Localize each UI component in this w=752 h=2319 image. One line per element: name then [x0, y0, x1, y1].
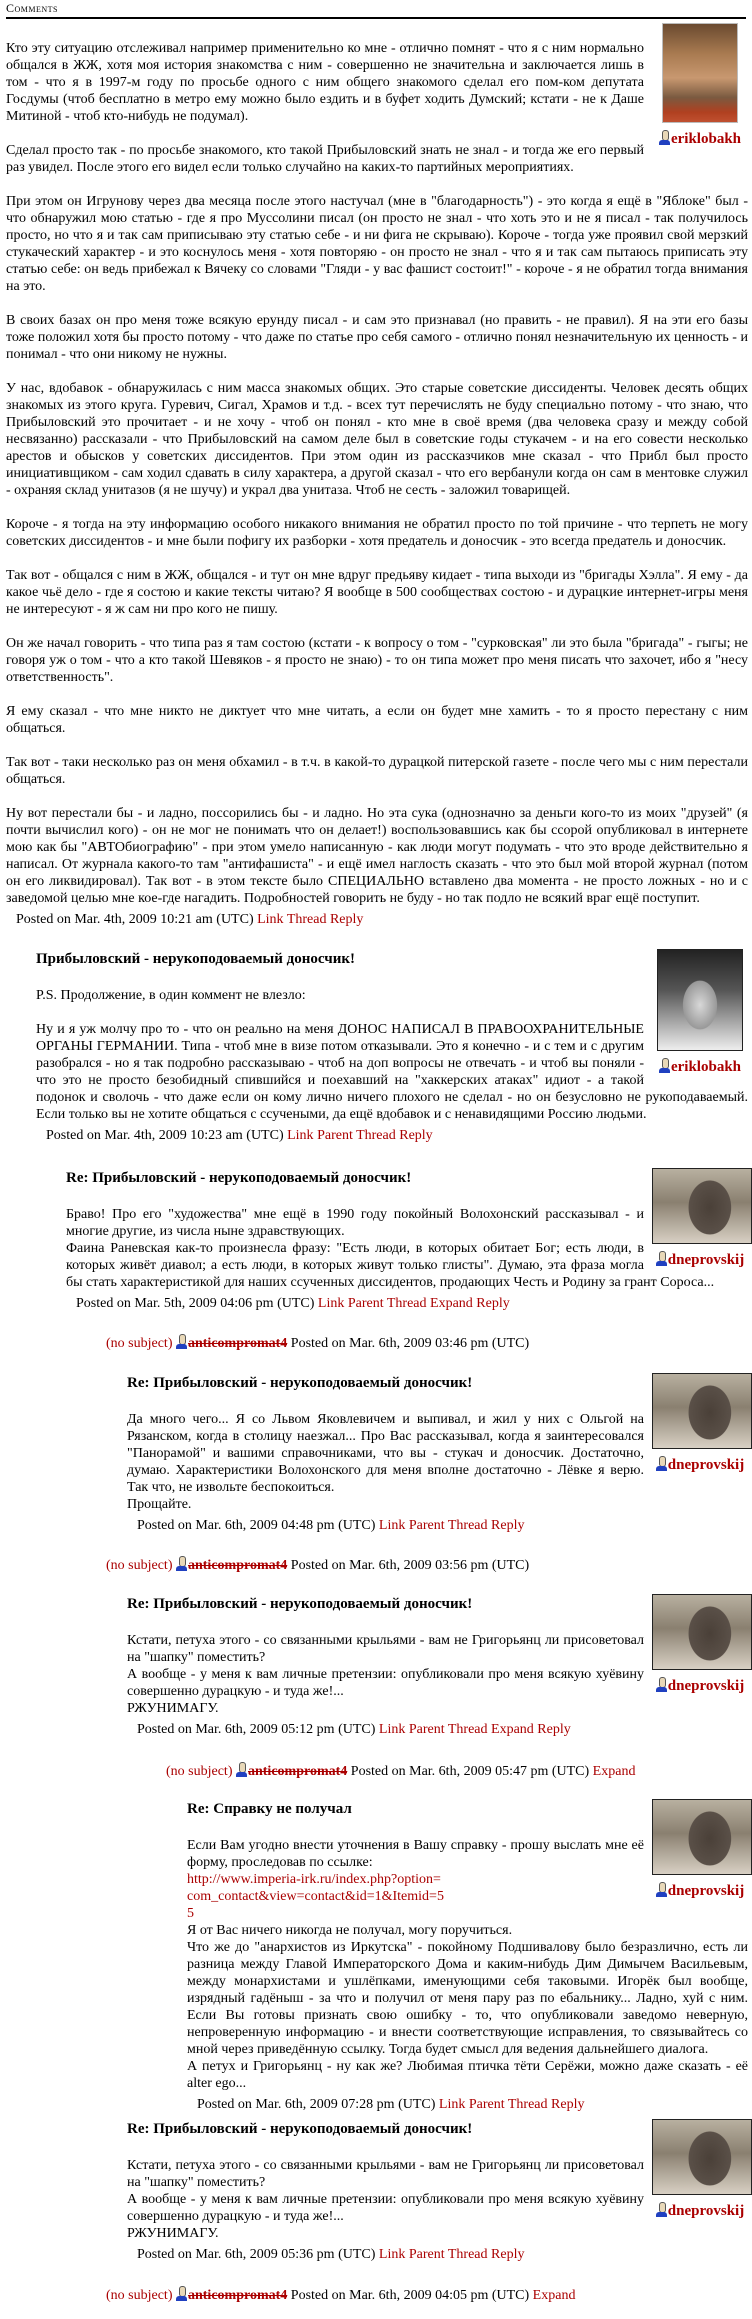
user-icon[interactable]: [659, 1058, 670, 1074]
userpic-block: [652, 1168, 748, 1269]
expand-link[interactable]: Expand: [491, 1722, 534, 1737]
reply-link[interactable]: Reply: [491, 1518, 525, 1533]
thread-link[interactable]: Thread: [447, 1722, 488, 1737]
expand-link[interactable]: Expand: [532, 2288, 576, 2303]
contact-url-link[interactable]: http://www.imperia-irk.ru/index.php?option=com_contact&view=contact&id=1&Itemid=55: [187, 1872, 444, 1921]
comment: [187, 1799, 748, 2113]
comment-meta: Posted on Mar. 5th, 2009 04:06 pm (UTC) Link Parent Thread Expand Reply: [76, 1296, 510, 1311]
timestamp: Mar. 6th, 2009 05:12 pm (UTC): [195, 1722, 376, 1737]
timestamp: Mar. 6th, 2009 03:46 pm (UTC): [349, 1336, 530, 1351]
expand-link[interactable]: Expand: [592, 1764, 636, 1779]
timestamp: Mar. 6th, 2009 05:36 pm (UTC): [195, 2247, 376, 2262]
link-link[interactable]: Link: [317, 1296, 345, 1311]
collapsed-comment: (no subject) anticompromat4 Posted on Mar. 6th, 2009 03:56 pm (UTC): [106, 1558, 530, 1573]
userpic-image[interactable]: [652, 1168, 752, 1244]
user-icon[interactable]: [656, 1251, 667, 1267]
link-link[interactable]: Link: [378, 2247, 406, 2262]
comment-meta: Posted on Mar. 4th, 2009 10:23 am (UTC) Link Parent Thread Reply: [46, 1128, 433, 1143]
comment-meta: Posted on Mar. 6th, 2009 04:48 pm (UTC) Link Parent Thread Reply: [137, 1518, 525, 1533]
no-subject-link[interactable]: (no subject): [106, 2288, 173, 2303]
link-link[interactable]: Link: [378, 1722, 406, 1737]
username-link[interactable]: anticompromat4: [187, 1558, 288, 1573]
userpic-image[interactable]: [652, 1594, 752, 1670]
user-icon[interactable]: [176, 1556, 187, 1572]
reply-link[interactable]: Reply: [329, 912, 364, 927]
userpic-image[interactable]: [652, 2119, 752, 2195]
comment: [6, 23, 748, 928]
comment-meta: Posted on Mar. 4th, 2009 10:21 am (UTC) Link Thread Reply: [16, 912, 364, 927]
thread-link[interactable]: Thread: [356, 1128, 396, 1143]
thread-link[interactable]: Thread: [286, 912, 327, 927]
timestamp: Mar. 4th, 2009 10:23 am (UTC): [104, 1128, 284, 1143]
username-link[interactable]: anticompromat4: [247, 1764, 348, 1779]
no-subject-link[interactable]: (no subject): [106, 1336, 173, 1351]
comment-body: Кстати, петуха этого - со связанными крыльями - вам не Григорьянц ли присоветовал на "шапку" поместить? А вообще - у меня к вам личные претензии: опубликовали про меня всякую хуёвину совершенно дурацкую - и туда же!... РЖУНИМАГУ.: [127, 1633, 644, 1716]
user-icon[interactable]: [656, 2202, 667, 2218]
comment: [127, 1594, 748, 1738]
username-link[interactable]: anticompromat4: [187, 1336, 288, 1351]
user-icon[interactable]: [656, 1456, 667, 1472]
user-icon[interactable]: [659, 130, 670, 146]
collapsed-comment: (no subject) anticompromat4 Posted on Mar. 6th, 2009 05:47 pm (UTC) Expand: [166, 1764, 636, 1779]
userpic-image[interactable]: [652, 1799, 752, 1875]
userpic-block: [652, 23, 748, 148]
comment-title: Re: Прибыловский - нерукоподоваемый доносчик!: [127, 2121, 473, 2137]
parent-link[interactable]: Parent: [317, 1128, 353, 1143]
comment: [127, 2119, 748, 2263]
thread-link[interactable]: Thread: [386, 1296, 427, 1311]
parent-link[interactable]: Parent: [408, 1722, 445, 1737]
comment-title: Re: Прибыловский - нерукоподоваемый доносчик!: [127, 1596, 473, 1612]
user-icon[interactable]: [236, 1762, 247, 1778]
thread-link[interactable]: Thread: [507, 2097, 548, 2112]
link-link[interactable]: Link: [287, 1128, 314, 1143]
userpic-image[interactable]: [652, 1373, 752, 1449]
reply-link[interactable]: Reply: [551, 2097, 585, 2112]
collapsed-comment: (no subject) anticompromat4 Posted on Mar. 6th, 2009 04:05 pm (UTC) Expand: [106, 2288, 576, 2303]
thread-link[interactable]: Thread: [447, 2247, 488, 2262]
parent-link[interactable]: Parent: [347, 1296, 384, 1311]
timestamp: Mar. 4th, 2009 10:21 am (UTC): [74, 912, 254, 927]
link-link[interactable]: Link: [378, 1518, 406, 1533]
parent-link[interactable]: Parent: [468, 2097, 505, 2112]
comment-title: Re: Прибыловский - нерукоподоваемый доносчик!: [66, 1170, 412, 1186]
collapsed-comment: (no subject) anticompromat4 Posted on Mar. 6th, 2009 03:46 pm (UTC): [106, 1336, 530, 1351]
username-link[interactable]: anticompromat4: [187, 2288, 288, 2303]
username-link[interactable]: dneprovskij: [667, 1252, 745, 1268]
timestamp: Mar. 6th, 2009 04:48 pm (UTC): [195, 1518, 376, 1533]
user-icon[interactable]: [176, 2286, 187, 2302]
reply-link[interactable]: Reply: [537, 1722, 571, 1737]
link-link[interactable]: Link: [438, 2097, 466, 2112]
timestamp: Mar. 6th, 2009 03:56 pm (UTC): [349, 1558, 530, 1573]
user-icon[interactable]: [176, 1334, 187, 1350]
userpic-block: [652, 949, 748, 1076]
comment-meta: Posted on Mar. 6th, 2009 05:12 pm (UTC) Link Parent Thread Expand Reply: [137, 1722, 571, 1737]
username-link[interactable]: dneprovskij: [667, 1678, 745, 1694]
comments-header: Comments: [6, 2, 746, 19]
username-link[interactable]: dneprovskij: [667, 2203, 745, 2219]
link-link[interactable]: Link: [257, 912, 284, 927]
username-link[interactable]: dneprovskij: [667, 1883, 745, 1899]
parent-link[interactable]: Parent: [408, 1518, 445, 1533]
timestamp: Mar. 5th, 2009 04:06 pm (UTC): [134, 1296, 315, 1311]
comment-body: Кстати, петуха этого - со связанными крыльями - вам не Григорьянц ли присоветовал на "шапку" поместить? А вообще - у меня к вам личные претензии: опубликовали про меня всякую хуёвину совершенно дурацкую - и туда же!... РЖУНИМАГУ.: [127, 2158, 644, 2241]
expand-link[interactable]: Expand: [430, 1296, 473, 1311]
comment-body: Я от Вас ничего никогда не получал, могу поручиться. Что же до "анархистов из Иркутска" - покойному Подшивалову было безразлично, есть ли разница между Главой Императорского Дома и каким-нибудь Дим Димычем Васильевым, между монархистами и ушлёпками, именующими себя таковыми. Игорёк был вообще, изрядный гадёныш - за что и получил от меня пару раз по ебальнику... Ладно, хуй с ним. Если Вы готовы признать свою ошибку - то, что опубликовали заведомо неверную, непроверенную информацию - и внести соответствующие исправления, то связывайтесь со мной через приведённую ссылку. Тогда будет смысл для ведения дальнейшего диалога. А петух и Григорьянц - ну как же? Любимая птичка тёти Серёжи, можно даже сказать - её alter ego...: [187, 1923, 748, 2091]
userpic-block: [652, 1373, 748, 1474]
userpic-block: [652, 1594, 748, 1695]
comment-meta: Posted on Mar. 6th, 2009 05:36 pm (UTC) Link Parent Thread Reply: [137, 2247, 525, 2262]
comment-title: Прибыловский - нерукоподоваемый доносчик!: [36, 951, 355, 967]
userpic-image[interactable]: [662, 23, 738, 123]
username-link[interactable]: eriklobakh: [670, 131, 742, 147]
timestamp: Mar. 6th, 2009 04:05 pm (UTC): [349, 2288, 530, 2303]
comment: [36, 949, 748, 1144]
reply-link[interactable]: Reply: [476, 1296, 510, 1311]
username-link[interactable]: dneprovskij: [667, 1457, 745, 1473]
comment-body: Кто эту ситуацию отслеживал например применительно ко мне - отлично помнят - что я с ним нормально общался в ЖЖ, хотя моя история знакомства с ним - совершенно не значительна и заключается лишь в том - что я в 1997-м году по просьбе одного с ним общего знакомого сделал его пом-ком депутата Госдумы (чтоб бесплатно в метро ему можно было ездить и в буфет ходить Думский; кстати - не к Даше Митиной - чтоб кто-нибудь не подумал). Сделал просто так - по просьбе знакомого, кто такой Прибыловский знать не знал - и тогда же его первый раз увидел. После этого его видел если только случайно на каких-то партийных мероприятиях. При этом он Игрунову через два месяца после этого настучал (мне в "благодарность") - это когда я ещё в "Яблоке" был - что обнаружил мою статью - где я про Муссолини писал (он просто не знал - что хоть это и не я писал - так получилось просто, но что я и так сам приписываю эту статью себе - и ни фига не скрываю). Короче - тогда уже проявил свой мерзкий стукаческий характер - и это коснулось меня - хотя повторяю - он просто не знал - что я и так сам пытаюсь приписать эту статью себе: он ведь прибежал к Вячеку со словами "Гляди - у вас фашист состоит!" - короче - я не обратил тогда внимания на это. В своих базах он про меня тоже всякую ерунду писал - и сам это признавал (но править - не правил). Я на эти его базы тоже положил хотя бы просто потому - что даже по статье про себя самого - отлично понял незначительную их ценность - и понимал - что они никому не нужны. У нас, вдобавок - обнаружилась с ним масса знакомых общих. Это старые советские диссиденты. Человек десять общих знакомых из этого круга. Гуревич, Сигал, Храмов и т.д. - всех тут перечислять не буду специально потому - что знаю, что Прибыловский это прочитает - и не хочу - чтоб он понял - кто мне в своё время (два человека сразу и между собой несвязанно) рассказали - что Прибыловский на самом деле был в советские годы стукачем - и на его совести несколько арестов и обысков у советских диссидентов. При этом один из рассказчиков мне сказал - что Прибл был просто инициативщиком - сам ходил сдавать в силу характера, а другой сказал - что его вербанули когда он сам в ментовке служил - охраняя склад унитазов (я не шучу) и украл два унитаза. Чтоб не сесть - заложил товарищей. Короче - я тогда на эту информацию особого никакого внимания не обратил просто по той причине - что терпеть не могу советских диссидентов - и мне были пофигу их разборки - хотя предатель и доносчик - это всегда предатель и доносчик. Так вот - общался с ним в ЖЖ, общался - и тут он мне вдруг предьяву кидает - типа выходи из "бригады Хэлла". Я ему - да какое чьё дело - где я состою и какие тексты читаю? Я вообще в 500 сообществах состою - и дурацкие интернет-игры меня не интересуют - я ж сам ни про кого не пишу. Он же начал говорить - что типа раз я там состою (кстати - к вопросу о том - "сурковская" ли это была "бригада" - гыгы; не говоря уж о том - что а кто такой Шевяков - я просто не знаю) - то он типа может про меня писать что захочет, ибо я "несу ответственность". Я ему сказал - что мне никто не диктует что мне читать, а если он будет мне хамить - то я просто перестану с ним общаться. Так вот - таки несколько раз он меня обхамил - в т.ч. в какой-то дурацкой питерской газете - после чего мы с ним перестали общаться. Ну вот перестали бы - и ладно, поссорились бы - и ладно. Но эта сука (однозначно за деньги кого-то из моих "друзей" (я почти вычислил кого) - он не мог не понимать что он делает!) воспользовавшись как бы ссорой опубликовал в интернете мою как бы "АВТОбиографию" - при этом умело написанную - как люди могут подумать - что это вроде действительно я написал. От журнала какого-то там "антифашиста" - и ещё имел наглость сказать - что это был мой второй журнал (потом он его ликвидировал). Так вот - в этом тексте было СПЕЦИАЛЬНО вставлено два момента - не просто ложных - но и с заведомой целью мне кое-где нагадить. Подробностей говорить не буду - но так подло не всякий враг ещё поступит.: [6, 41, 748, 906]
no-subject-link[interactable]: (no subject): [166, 1764, 233, 1779]
comment-title: Re: Справку не получал: [187, 1801, 352, 1817]
userpic-block: [652, 2119, 748, 2220]
no-subject-link[interactable]: (no subject): [106, 1558, 173, 1573]
comment-body: Да много чего... Я со Львом Яковлевичем и выпивал, и жил у них с Ольгой на Рязанском, когда в столицу наезжал... Про Вас рассказывал, когда я заинтересовался "Панорамой" и вашими справочниками, что вы - стукач и доносчик. Достаточно, думаю. Характеристики Волохонского для меня вполне достаточно - Лёвке я верю. Так что, не извольте беспокоиться. Прощайте.: [127, 1412, 644, 1512]
parent-link[interactable]: Parent: [408, 2247, 445, 2262]
timestamp: Mar. 6th, 2009 05:47 pm (UTC): [409, 1764, 590, 1779]
thread-link[interactable]: Thread: [447, 1518, 488, 1533]
comment-body-intro: Если Вам угодно внести уточнения в Вашу справку - прошу выслать мне её форму, проследовав по ссылке:: [187, 1838, 644, 1870]
comment-body: Браво! Про его "художества" мне ещё в 1990 году покойный Волохонский рассказывал - и многие другие, из числа ныне здравствующих. Фаина Раневская как-то произнесла фразу: "Есть люди, в которых обитает Бог; есть люди, в которых живёт диавол; а есть люди, в которых живут только глисты". Думаю, эта фраза могла бы стать характеристикой для наших ссученных диссидентов, продающих Честь и Родину за грант Сороса...: [66, 1207, 715, 1290]
comment-title: Re: Прибыловский - нерукоподоваемый доносчик!: [127, 1375, 473, 1391]
timestamp: Mar. 6th, 2009 07:28 pm (UTC): [255, 2097, 436, 2112]
userpic-block: [652, 1799, 748, 1900]
user-icon[interactable]: [656, 1882, 667, 1898]
reply-link[interactable]: Reply: [491, 2247, 525, 2262]
userpic-image[interactable]: [657, 949, 743, 1051]
username-link[interactable]: eriklobakh: [670, 1059, 742, 1075]
comment-meta: Posted on Mar. 6th, 2009 07:28 pm (UTC) Link Parent Thread Reply: [197, 2097, 585, 2112]
reply-link[interactable]: Reply: [399, 1128, 433, 1143]
user-icon[interactable]: [656, 1677, 667, 1693]
comment: [66, 1168, 748, 1312]
comment: [127, 1373, 748, 1534]
comment-body: P.S. Продолжение, в один коммент не влезло: Ну и я уж молчу про то - что он реально на меня ДОНОС НАПИСАЛ В ПРАВООХРАНИТЕЛЬНЫЕ ОРГАНЫ ГЕРМАНИИ. Типа - чтоб мне в визе потом отказывали. Это я конечно - и с тем и с другим разобрался - но я так подробно рассказываю - чтоб на доп вопросы не отвечать - и чтоб вы поняли - что это не просто безобидный спившийся и поехавший на "хаккерских атаках" идиот - а такой подонок и сволочь - что даже если он кому лично ничего плохого не сделал - но он безусловно не рукоподаваемый. Если только вы не хотите общаться с ссучеными, да ещё вдобавок и с ненавидящими Россию людьми.: [36, 988, 748, 1122]
